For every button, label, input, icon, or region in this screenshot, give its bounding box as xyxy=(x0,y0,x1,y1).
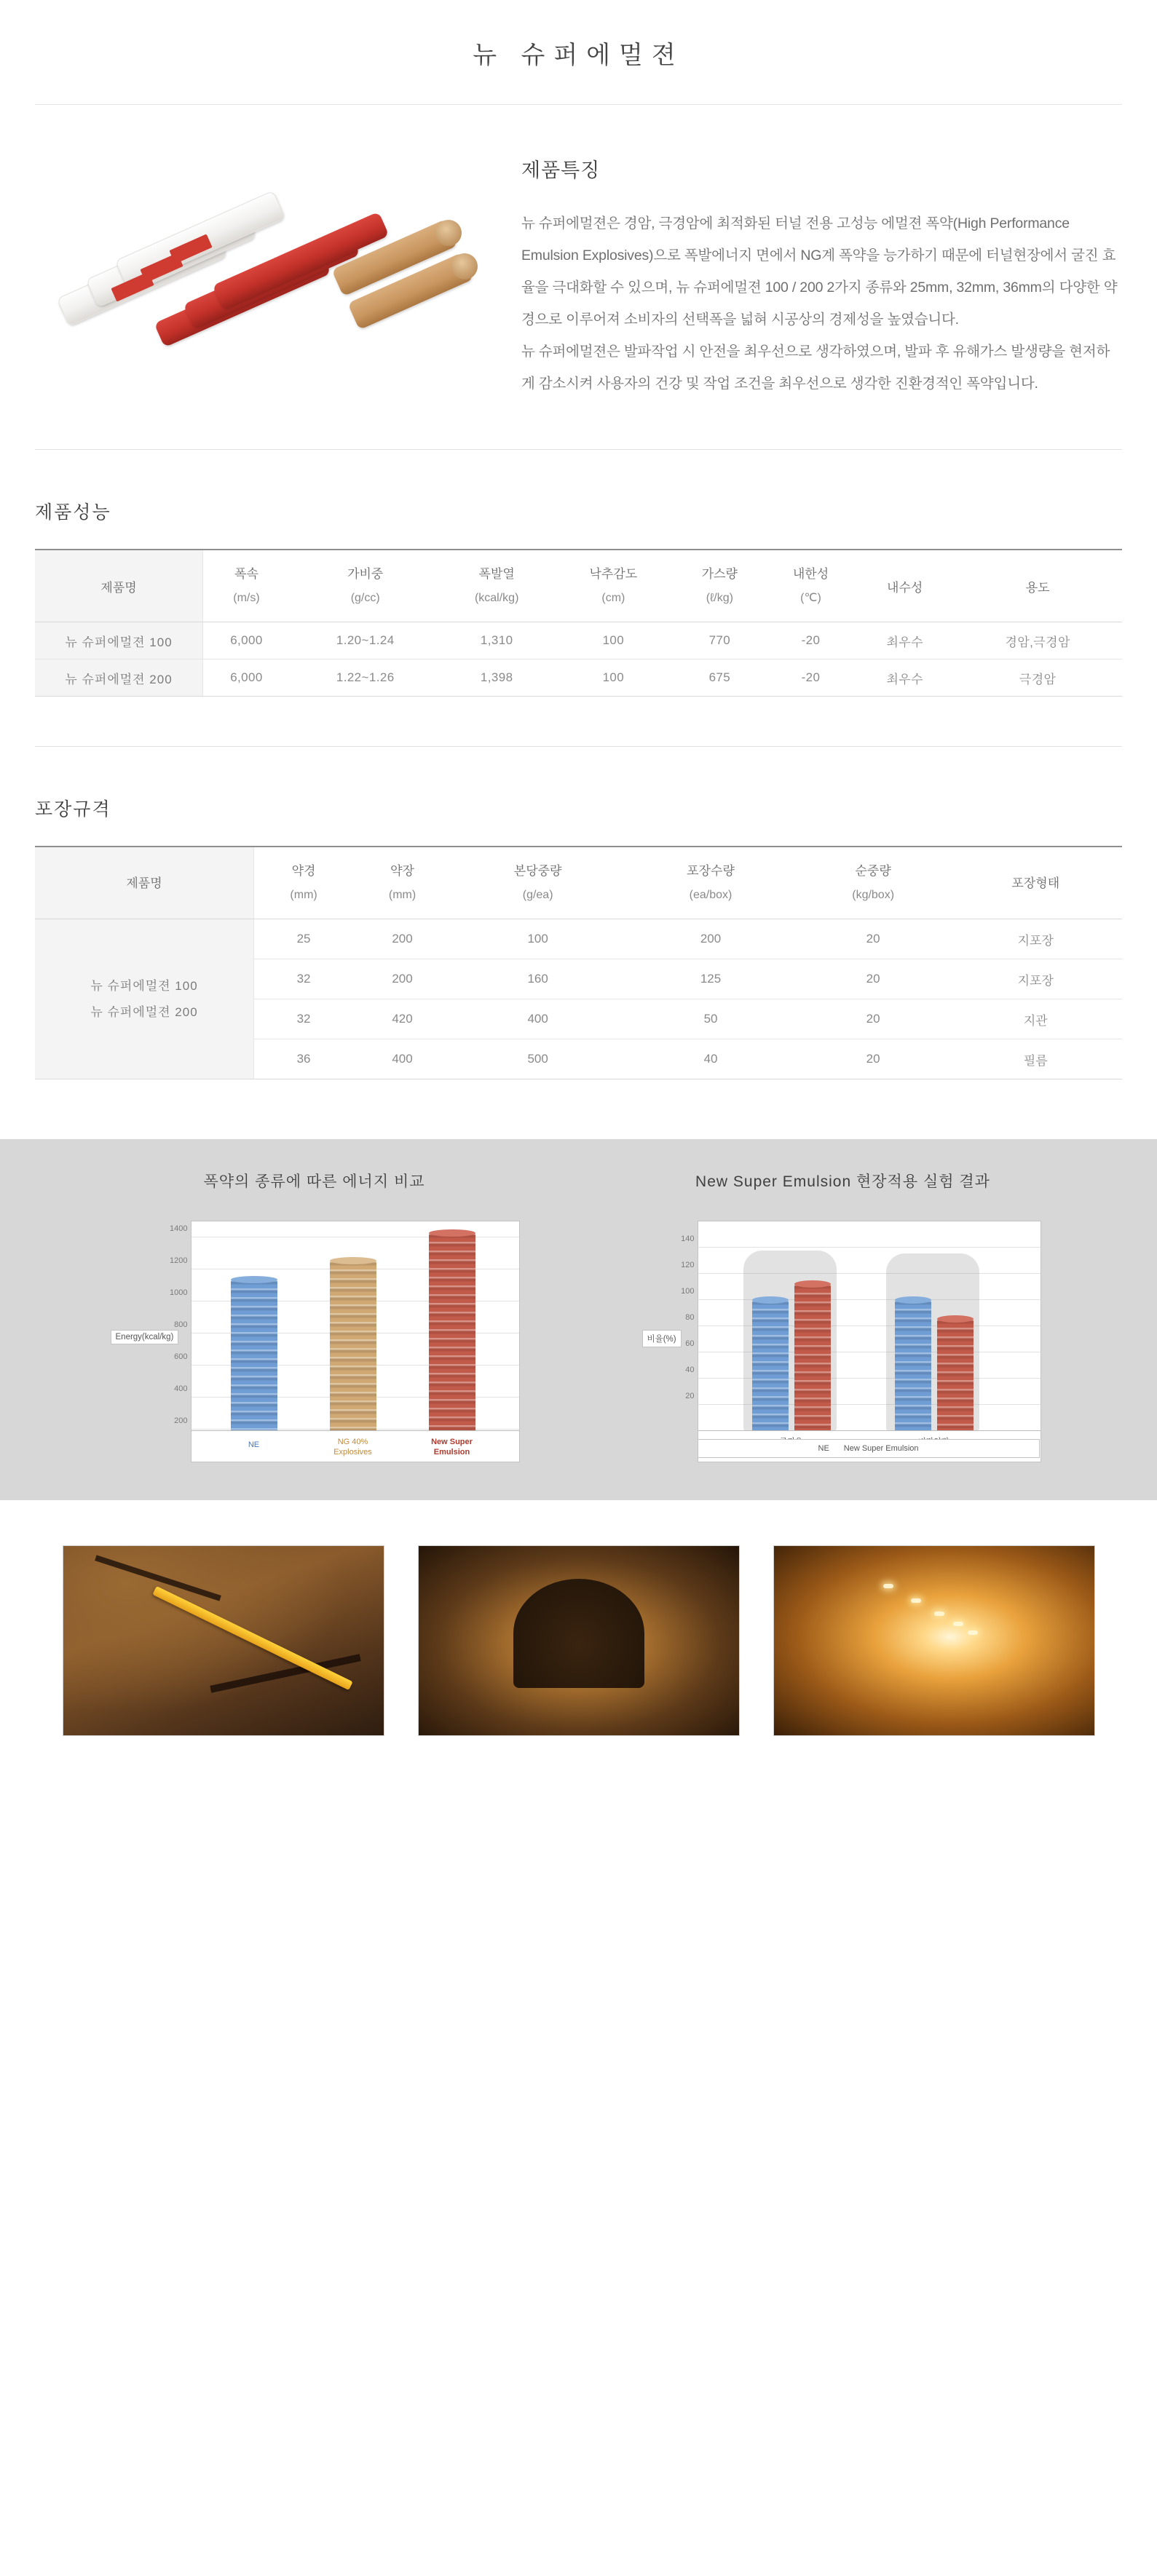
chart1-ytick-1: 400 xyxy=(174,1384,188,1393)
perf-col-5-unit: (ℓ/kg) xyxy=(706,592,733,604)
pack-r2-c1: 32 xyxy=(254,999,354,1039)
perf-col-8: 용도 xyxy=(953,550,1122,622)
performance-divider xyxy=(35,746,1122,747)
chart2-bar-ne-charge xyxy=(895,1300,931,1431)
chart1-plot xyxy=(170,1221,519,1462)
chart2-ytick-5: 120 xyxy=(681,1261,695,1269)
photo-blasting-rock xyxy=(63,1545,384,1736)
chart2-plot xyxy=(681,1221,1040,1462)
perf-col-1-label: 폭속 xyxy=(234,567,258,581)
pack-product-name-0: 뉴 슈퍼에멀젼 100 xyxy=(90,978,198,993)
pack-r3-c4: 40 xyxy=(624,1039,797,1079)
perf-col-7: 내수성 xyxy=(856,550,953,622)
chart2-ylabel: 비율(%) xyxy=(642,1330,682,1347)
chart-field-test-results xyxy=(596,1170,1091,1462)
chart1-ytick-5: 1200 xyxy=(170,1256,188,1265)
pack-r0-c3: 100 xyxy=(451,919,624,959)
pack-col-5 xyxy=(797,847,949,919)
page-title: 뉴 슈퍼에멀젼 xyxy=(473,41,684,69)
charts-panel xyxy=(0,1139,1157,1500)
pack-col-4-label: 포장수량 xyxy=(687,864,735,878)
table-row xyxy=(35,659,1122,697)
pack-r2-c6: 지관 xyxy=(949,999,1122,1039)
product-photo xyxy=(42,176,479,395)
chart-energy-comparison xyxy=(67,1170,562,1462)
pack-r3-c2: 400 xyxy=(353,1039,451,1079)
perf-r1-c8: 극경암 xyxy=(953,659,1122,697)
performance-table xyxy=(35,549,1122,697)
pack-r0-c4: 200 xyxy=(624,919,797,959)
pack-product-names xyxy=(35,919,254,1079)
intro-paragraph-1: 뉴 슈퍼에멀젼은 경암, 극경암에 최적화된 터널 전용 고성능 에멀젼 폭약(High Performance Emulsion Explosives)으로 폭발에너지 면에서 NG계 폭약을 능가하기 때문에 터널현장에서 굴진 효율을 극대화할 수 있으며, 뉴 슈퍼에멀젼 100 / 200 2가지 종류와 25mm, 32mm, 36mm의 다양한 약경으로 이루어져 소비자의 선택폭을 넓혀 시공상의 경제성을 높였습니다. xyxy=(521,215,1118,328)
perf-col-1 xyxy=(203,550,290,622)
intro-heading: 제품특징 xyxy=(521,159,601,181)
intro-divider xyxy=(35,449,1122,450)
chart1-bar-ng40 xyxy=(330,1261,376,1431)
chart1-cat-1: NG 40% Explosives xyxy=(333,1438,372,1457)
pack-col-6: 포장형태 xyxy=(949,847,1122,919)
intro-text-column xyxy=(516,150,1122,400)
pack-product-name-1: 뉴 슈퍼에멀젼 200 xyxy=(90,1004,198,1019)
chart1-ytick-6: 1400 xyxy=(170,1224,188,1233)
perf-col-1-unit: (m/s) xyxy=(233,592,260,604)
perf-col-5-label: 가스량 xyxy=(701,567,738,581)
intro-section xyxy=(0,105,1157,429)
perf-r1-c0: 뉴 슈퍼에멀젼 200 xyxy=(35,659,203,697)
pack-col-4-unit: (ea/box) xyxy=(689,889,732,901)
chart2-legend-label-1: New Super Emulsion xyxy=(843,1444,919,1453)
photo-tunnel-face xyxy=(418,1545,740,1736)
perf-r0-c4: 100 xyxy=(553,622,674,659)
perf-col-2 xyxy=(290,550,441,622)
chart2-legend xyxy=(698,1439,1040,1458)
chart2-ytick-6: 140 xyxy=(681,1235,695,1243)
chart2-bar-nse-charge xyxy=(937,1319,974,1431)
pack-r2-c2: 420 xyxy=(353,999,451,1039)
pack-r2-c5: 20 xyxy=(797,999,949,1039)
pack-r1-c3: 160 xyxy=(451,959,624,999)
pack-col-0: 제품명 xyxy=(35,847,254,919)
perf-col-2-unit: (g/cc) xyxy=(350,592,380,604)
pack-col-1 xyxy=(254,847,354,919)
perf-col-0: 제품명 xyxy=(35,550,203,622)
pack-r3-c6: 필름 xyxy=(949,1039,1122,1079)
pack-col-5-unit: (kg/box) xyxy=(852,889,895,901)
perf-col-3-unit: (kcal/kg) xyxy=(474,592,519,604)
perf-r1-c4: 100 xyxy=(553,659,674,697)
pack-r1-c6: 지포장 xyxy=(949,959,1122,999)
perf-col-6-unit: (℃) xyxy=(800,592,821,604)
pack-r1-c2: 200 xyxy=(353,959,451,999)
perf-r1-c2: 1.22~1.26 xyxy=(290,659,441,697)
perf-r0-c3: 1,310 xyxy=(441,622,553,659)
chart1-bar-nse xyxy=(429,1233,475,1431)
chart1-bar-ne xyxy=(231,1280,277,1431)
pack-r1-c5: 20 xyxy=(797,959,949,999)
perf-r1-c3: 1,398 xyxy=(441,659,553,697)
pack-r0-c2: 200 xyxy=(353,919,451,959)
pack-r3-c5: 20 xyxy=(797,1039,949,1079)
photo-gallery xyxy=(0,1500,1157,1793)
chart2-bar-nse-advance xyxy=(794,1284,831,1431)
chart2-ytick-2: 60 xyxy=(685,1339,695,1348)
perf-col-3 xyxy=(441,550,553,622)
chart2-plot-area xyxy=(681,1221,1041,1462)
perf-r1-c7: 최우수 xyxy=(856,659,953,697)
perf-col-5 xyxy=(674,550,765,622)
pack-r3-c3: 500 xyxy=(451,1039,624,1079)
perf-r1-c6: -20 xyxy=(765,659,856,697)
perf-r1-c1: 6,000 xyxy=(203,659,290,697)
pack-col-1-unit: (mm) xyxy=(290,889,317,901)
perf-col-2-label: 가비중 xyxy=(347,567,384,581)
pack-col-2-unit: (mm) xyxy=(388,889,416,901)
pack-r1-c4: 125 xyxy=(624,959,797,999)
chart2-ytick-0: 20 xyxy=(685,1392,695,1400)
perf-col-4-label: 낙추감도 xyxy=(589,567,638,581)
pack-r2-c4: 50 xyxy=(624,999,797,1039)
intro-paragraph-2: 뉴 슈퍼에멀젼은 발파작업 시 안전을 최우선으로 생각하였으며, 발파 후 유해가스 발생량을 현저하게 감소시켜 사용자의 건강 및 작업 조건을 최우선으로 생각한 진환경적인 폭약입니다. xyxy=(521,344,1110,392)
chart2-legend-item-0 xyxy=(818,1444,829,1453)
chart1-cat-2: New Super Emulsion xyxy=(431,1438,473,1457)
chart2-legend-label-0: NE xyxy=(818,1444,829,1453)
pack-col-3-label: 본당중량 xyxy=(513,864,562,878)
chart1-cat-0: NE xyxy=(248,1440,260,1449)
perf-r0-c5: 770 xyxy=(674,622,765,659)
pack-col-1-label: 약경 xyxy=(291,864,316,878)
perf-r0-c1: 6,000 xyxy=(203,622,290,659)
product-image-column xyxy=(35,150,516,400)
perf-r0-c6: -20 xyxy=(765,622,856,659)
chart1-title: 폭약의 종류에 따른 에너지 비교 xyxy=(203,1173,425,1190)
table-row xyxy=(35,622,1122,659)
perf-r1-c5: 675 xyxy=(674,659,765,697)
pack-r3-c1: 36 xyxy=(254,1039,354,1079)
perf-r0-c2: 1.20~1.24 xyxy=(290,622,441,659)
performance-heading: 제품성능 xyxy=(35,502,111,523)
packaging-table xyxy=(35,846,1122,1079)
chart1-ytick-2: 600 xyxy=(174,1352,188,1361)
performance-table-wrap xyxy=(35,549,1122,697)
table-row xyxy=(35,919,1122,959)
perf-r0-c7: 최우수 xyxy=(856,622,953,659)
chart1-ylabel: Energy(kcal/kg) xyxy=(111,1330,179,1344)
chart2-ytick-4: 100 xyxy=(681,1287,695,1296)
pack-col-2 xyxy=(353,847,451,919)
photo-tunnel-lit xyxy=(773,1545,1095,1736)
chart1-ytick-4: 1000 xyxy=(170,1288,188,1297)
pack-col-3-unit: (g/ea) xyxy=(522,889,553,901)
chart1-ytick-0: 200 xyxy=(174,1416,188,1425)
pack-col-4 xyxy=(624,847,797,919)
perf-r0-c0: 뉴 슈퍼에멀젼 100 xyxy=(35,622,203,659)
packaging-table-wrap xyxy=(35,846,1122,1079)
pack-col-5-label: 순중량 xyxy=(855,864,891,878)
pack-r0-c6: 지포장 xyxy=(949,919,1122,959)
chart2-ytick-1: 40 xyxy=(685,1366,695,1374)
pack-r1-c1: 32 xyxy=(254,959,354,999)
chart1-ytick-3: 800 xyxy=(174,1320,188,1329)
pack-r2-c3: 400 xyxy=(451,999,624,1039)
chart2-legend-item-1 xyxy=(844,1444,919,1453)
pack-col-3 xyxy=(451,847,624,919)
perf-r0-c8: 경암,극경암 xyxy=(953,622,1122,659)
perf-col-4-unit: (cm) xyxy=(601,592,625,604)
perf-col-6-label: 내한성 xyxy=(792,567,829,581)
chart1-plot-area xyxy=(170,1221,520,1462)
pack-r0-c1: 25 xyxy=(254,919,354,959)
pack-col-2-label: 약장 xyxy=(390,864,414,878)
perf-col-4 xyxy=(553,550,674,622)
chart2-bar-ne-advance xyxy=(752,1300,789,1431)
perf-col-6 xyxy=(765,550,856,622)
chart2-title: New Super Emulsion 현장적용 실험 결과 xyxy=(695,1173,990,1190)
chart2-ytick-3: 80 xyxy=(685,1313,695,1322)
packaging-heading: 포장규격 xyxy=(35,799,111,820)
pack-r0-c5: 20 xyxy=(797,919,949,959)
perf-col-3-label: 폭발열 xyxy=(478,567,515,581)
